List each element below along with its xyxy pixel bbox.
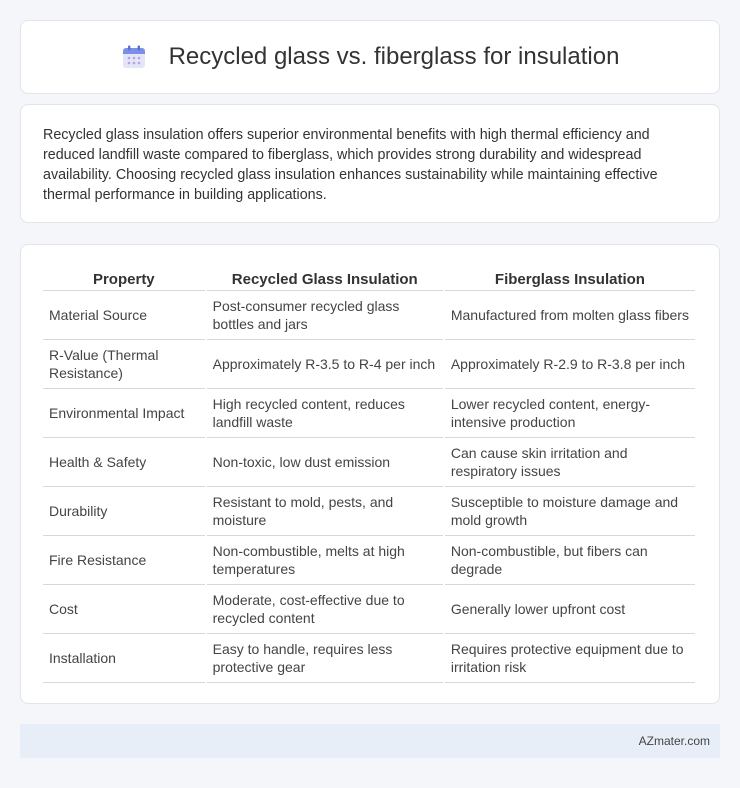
calendar-icon	[121, 44, 147, 70]
fiberglass-cell: Generally lower upfront cost	[445, 585, 695, 634]
recycled-glass-cell: Non-toxic, low dust emission	[207, 438, 443, 487]
table-row	[43, 487, 695, 536]
footer-site-link[interactable]: AZmater.com	[638, 734, 710, 748]
property-cell: Installation	[43, 634, 205, 683]
summary-card	[20, 104, 720, 223]
fiberglass-cell: Approximately R-2.9 to R-3.8 per inch	[445, 340, 695, 389]
property-cell: Environmental Impact	[43, 389, 205, 438]
recycled-glass-cell: Approximately R-3.5 to R-4 per inch	[207, 340, 443, 389]
title-card	[20, 20, 720, 94]
fiberglass-cell: Non-combustible, but fibers can degrade	[445, 536, 695, 585]
property-cell: Cost	[43, 585, 205, 634]
summary-text: Recycled glass insulation offers superior environmental benefits with high thermal efficiency and reduced landfill waste compared to fiberglass, which provides strong durability and widespread availability. Choosing recycled glass insulation enhances sustainability while maintaining effective thermal performance in building applications.	[43, 127, 658, 203]
property-cell: Material Source	[43, 291, 205, 340]
property-cell: R-Value (Thermal Resistance)	[43, 340, 205, 389]
property-cell: Fire Resistance	[43, 536, 205, 585]
column-header-recycled-glass: Recycled Glass Insulation	[207, 265, 443, 291]
recycled-glass-cell: High recycled content, reduces landfill waste	[207, 389, 443, 438]
recycled-glass-cell: Easy to handle, requires less protective gear	[207, 634, 443, 683]
table-row	[43, 536, 695, 585]
fiberglass-cell: Susceptible to moisture damage and mold growth	[445, 487, 695, 536]
fiberglass-cell: Lower recycled content, energy-intensive production	[445, 389, 695, 438]
fiberglass-cell: Requires protective equipment due to irritation risk	[445, 634, 695, 683]
column-header-fiberglass: Fiberglass Insulation	[445, 265, 695, 291]
property-cell: Health & Safety	[43, 438, 205, 487]
table-row	[43, 340, 695, 389]
property-cell: Durability	[43, 487, 205, 536]
page-title: Recycled glass vs. fiberglass for insulation	[168, 43, 620, 70]
fiberglass-cell: Manufactured from molten glass fibers	[445, 291, 695, 340]
recycled-glass-cell: Non-combustible, melts at high temperatures	[207, 536, 443, 585]
fiberglass-cell: Can cause skin irritation and respiratory issues	[445, 438, 695, 487]
footer	[20, 724, 720, 758]
table-header-row	[43, 265, 695, 291]
recycled-glass-cell: Moderate, cost-effective due to recycled content	[207, 585, 443, 634]
recycled-glass-cell: Post-consumer recycled glass bottles and jars	[207, 291, 443, 340]
recycled-glass-cell: Resistant to mold, pests, and moisture	[207, 487, 443, 536]
table-row	[43, 585, 695, 634]
table-row	[43, 291, 695, 340]
table-row	[43, 438, 695, 487]
column-header-property: Property	[43, 265, 205, 291]
table-row	[43, 634, 695, 683]
comparison-table	[41, 265, 697, 683]
table-row	[43, 389, 695, 438]
comparison-table-card	[20, 244, 720, 704]
